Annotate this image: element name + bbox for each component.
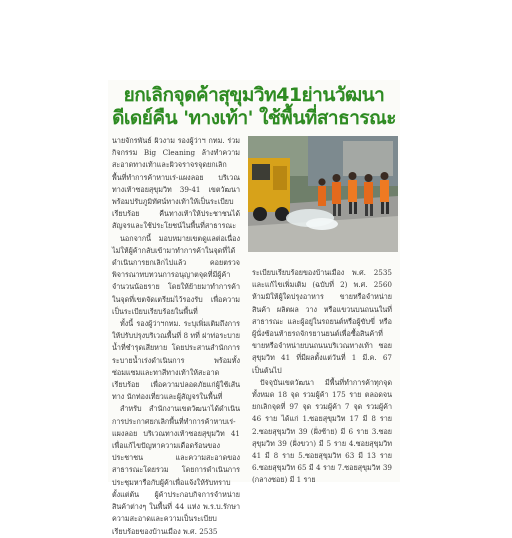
paragraph: นอกจากนี้ มอบหมายเขตดูแลต่อเนื่องไม่ให้ผู้ค้ากลับเข้ามาทำการค้าในจุดที่ได้ดำเนินการยกเลิกไปแล้ว คอยตรวจพิจารณาทบทวนการอนุญาตจุดที่มีผู้ค้าจำนวนน้อยราย โดยให้ย้ายมาทำการค้าในจุดที่เขตจัดเตรียมไว้รองรับ เพื่อความเป็นระเบียบเรียบร้อยในพื้นที่ [112,233,240,316]
news-photo [248,136,398,252]
headline-line-2: ดีเดย์คืน 'ทางเท้า' ใช้พื้นที่สาธารณะ [112,107,396,129]
article-column-left [112,135,240,536]
street-cleaning-photo [248,136,398,252]
paragraph: นายจักรพันธ์ ผิวงาม รองผู้ว่าฯ กทม. ร่วมกิจกรรม Big Cleaning ล้างทำความสะอาดทางเท้าและผิวจราจรจุดยกเลิกพื้นที่ทำการค้าหาบเร่-แผงลอย บริเวณทางเท้าซอยสุขุมวิท 39-41 เขตวัฒนา พร้อมปรับภูมิทัศน์ทางเท้าให้เป็นระเบียบเรียบร้อย คืนทางเท้าให้ประชาชนได้สัญจรและใช้ประโยชน์ในพื้นที่สาธารณะ [112,136,240,231]
newspaper-clipping [108,80,400,536]
article-column-right [252,267,392,485]
paragraph: ระเบียบเรียบร้อยของบ้านเมือง พ.ศ. 2535 และแก้ไขเพิ่มเติม (ฉบับที่ 2) พ.ศ. 2560 ห้ามมิให้ผู้ใดปรุงอาหาร ขายหรือจำหน่ายสินค้า ผลิตผล วาง หรือแขวนบนถนนในที่สาธารณะ และผู้อยู่ในรถยนต์หรือผู้ขับขี่ หรือผู้นั่งซ้อนท้ายรถจักรยานยนต์เพื่อซื้อสินค้าที่ขายหรือจำหน่ายบนถนนบริเวณทางเท้า ซอยสุขุมวิท 41 ที่มีผลตั้งแต่วันที่ 1 มี.ค. 67 เป็นต้นไป [252,268,392,375]
paragraph: สำหรับ สำนักงานเขตวัฒนาได้ดำเนินการประกาศยกเลิกพื้นที่ทำการค้าหาบเร่-แผงลอย บริเวณทางเท้าซอยสุขุมวิท 41 เพื่อแก้ไขปัญหาความเดือดร้อนของประชาชน และความสะอาดของสาธารณะโดยรวม โดยการดำเนินการประชุมหารือกับผู้ค้าเพื่อแจ้งให้รับทราบตั้งแต่ต้น ผู้ค้าประกอบกิจการจำหน่ายสินค้าต่างๆ ในพื้นที่ 44 แห่ง พ.ร.บ.รักษาความสะอาดและความเป็นระเบียบเรียบร้อยของบ้านเมือง พ.ศ. 2535 [112,404,240,536]
paragraph: ปัจจุบันเขตวัฒนา มีพื้นที่ทำการค้าทุกจุดทั้งหมด 18 จุด รวมผู้ค้า 175 ราย ตลอดจนยกเลิกจุดที่ 97 จุด รวมผู้ค้า 7 จุด รวมผู้ค้า 46 ราย ได้แก่ 1.ซอยสุขุมวิท 17 มี 8 ราย 2.ซอยสุขุมวิท 39 (ฝั่งซ้าย) มี 6 ราย 3.ซอยสุขุมวิท 39 (ฝั่งขวา) มี 5 ราย 4.ซอยสุขุมวิท 41 มี 8 ราย 5.ซอยสุขุมวิท 63 มี 13 ราย 6.ซอยสุขุมวิท 65 มี 4 ราย 7.ซอยสุขุมวิท 39 (กลางซอย) มี 1 ราย [252,377,392,485]
headline-line-1: ยกเลิกจุดค้าสุขุมวิท41ย่านวัฒนา [123,84,385,106]
paragraph: ทั้งนี้ รองผู้ว่าฯกทม. ระบุเพิ่มเติมถึงการให้ปรับปรุงบริเวณพื้นที่ 8 ทที่ ฝาท่อระบายน้ำที่ชำรุดเสียหาย โดยประสานสำนักการระบายน้ำเร่งดำเนินการ พร้อมทั้งซ่อมแซมและทาสีทางเท้าให้สะอาดเรียบร้อย เพื่อความปลอดภัยแก่ผู้ใช้เส้นทาง นักท่องเที่ยวและผู้สัญจรในพื้นที่ [112,319,240,402]
